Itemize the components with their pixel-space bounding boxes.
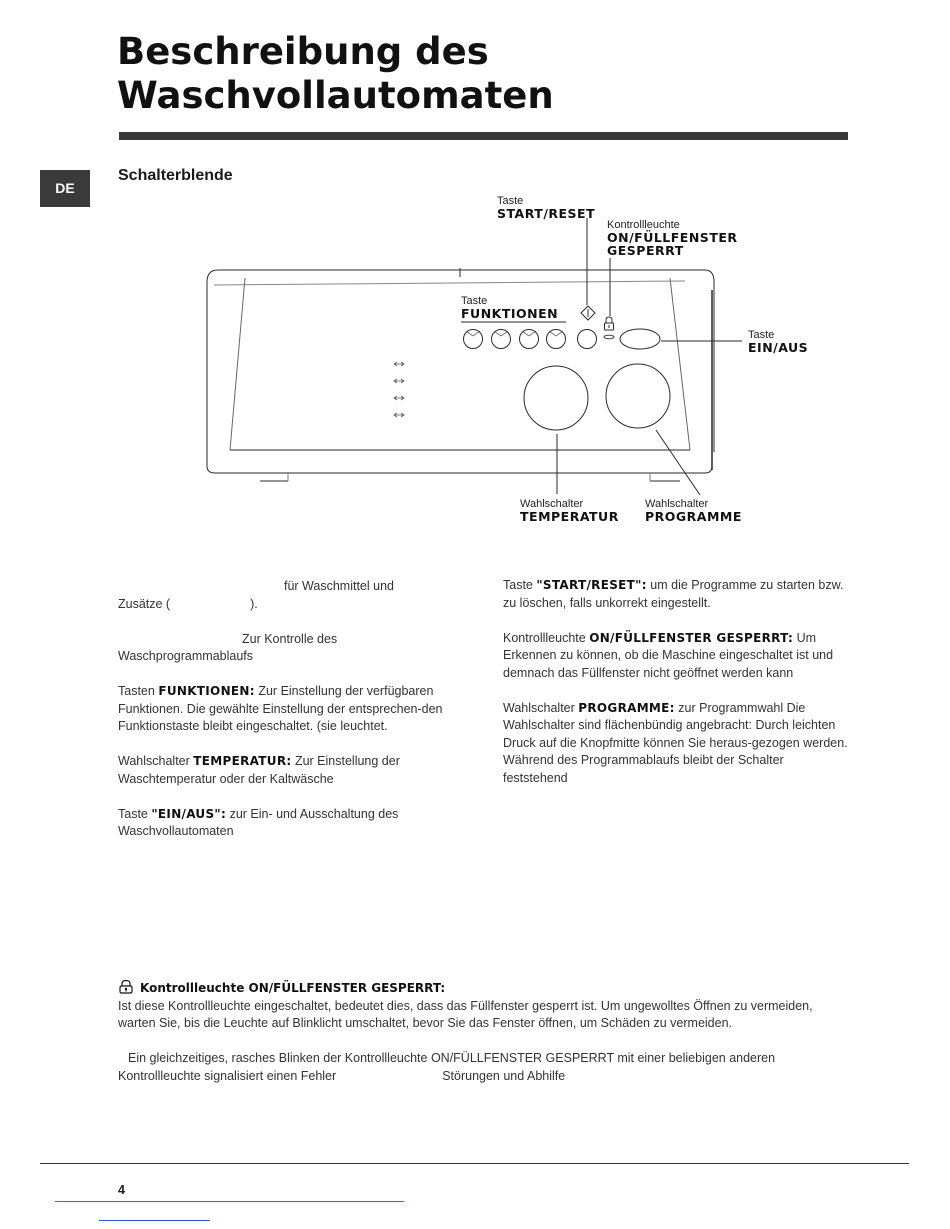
desc-start-reset: Taste "START/RESET": um die Programme zu starten bzw. zu löschen, falls unkorrekt eingestellt. xyxy=(503,578,844,610)
programme-knob[interactable] xyxy=(606,364,670,428)
start-reset-button[interactable] xyxy=(578,330,597,349)
leader-programme xyxy=(656,430,700,495)
language-tab: DE xyxy=(40,170,90,207)
lock-icon xyxy=(118,979,134,994)
callout-on-lock: Kontrollleuchte ON/FÜLLFENSTER GESPERRT xyxy=(607,219,738,258)
desc-temperatur: Wahlschalter TEMPERATUR: Zur Einstellung der Waschtemperatur oder der Kaltwäsche xyxy=(118,754,400,786)
function-button-1[interactable] xyxy=(464,330,483,349)
desc-programme: Wahlschalter PROGRAMME: zur Programmwahl Die Wahlschalter sind flächenbündig angebracht: Durch leichten Druck auf die Knopfmitte können Sie heraus-gezogen werden. Während des Programmablaufs bleibt der Schalter feststehend xyxy=(503,700,848,785)
lock-icon xyxy=(605,317,614,330)
callout-funktionen: Taste FUNKTIONEN xyxy=(461,295,559,321)
footer-divider xyxy=(40,1163,909,1164)
start-reset-icon xyxy=(581,306,595,320)
lock-indicator-light xyxy=(604,335,614,339)
on-off-button[interactable] xyxy=(620,329,660,349)
control-panel-diagram xyxy=(0,0,950,560)
desc-ein-aus: Taste "EIN/AUS": zur Ein- und Ausschaltung des Waschvollautomaten xyxy=(118,806,399,838)
callout-programme: Wahlschalter PROGRAMME xyxy=(645,498,742,524)
callout-start-reset: Taste START/RESET xyxy=(497,195,596,221)
description-left-column xyxy=(118,578,458,858)
blue-underline xyxy=(99,1220,210,1221)
note-paragraph-1: Ist diese Kontrollleuchte eingeschaltet, bedeutet dies, dass das Füllfenster gesperrt ist. Um ungewolltes Öffnen zu vermeiden, warten Sie, bis die Leuchte auf Blinklicht umschaltet, bevor Sie das Fenster öffnen, um Schäden zu vermeiden. xyxy=(118,998,813,1030)
note-heading: Kontrollleuchte ON/FÜLLFENSTER GESPERRT: xyxy=(118,979,848,998)
desc-on-lock: Kontrollleuchte ON/FÜLLFENSTER GESPERRT: Um Erkennen zu können, ob die Maschine eingeschaltet ist und demnach das Füllfenster nicht geöffnet werden kann xyxy=(503,630,834,680)
function-button-2[interactable] xyxy=(492,330,511,349)
desc-detergent: für Waschmittel und Zusätze ( ). xyxy=(118,579,394,611)
section-heading: Schalterblende xyxy=(118,167,233,184)
title-line-2: Waschvollautomaten xyxy=(117,74,554,117)
title-line-1: Beschreibung des xyxy=(117,30,489,73)
function-button-4[interactable] xyxy=(547,330,566,349)
red-underline xyxy=(55,1201,404,1202)
function-button-3[interactable] xyxy=(520,330,539,349)
callout-ein-aus: Taste EIN/AUS xyxy=(748,329,809,355)
lock-light-note xyxy=(118,979,848,1103)
desc-funktionen: Tasten FUNKTIONEN: Zur Einstellung der verfügbaren Funktionen. Die gewählte Einstellung der entsprechen-den Funktionstaste bleibt eingeschaltet. (sie leuchtet. xyxy=(118,684,443,733)
temperature-knob[interactable] xyxy=(524,366,588,430)
indicator-arrows xyxy=(394,362,404,417)
description-right-column xyxy=(503,577,848,805)
note-paragraph-2: Ein gleichzeitiges, rasches Blinken der Kontrollleuchte ON/FÜLLFENSTER GESPERRT mit einer beliebigen anderen Kontrollleuchte signalisiert einen Fehler Störungen und Abhilfe xyxy=(118,1051,776,1083)
desc-indicators: Zur Kontrolle des Waschprogrammablaufs xyxy=(118,631,338,663)
callout-temperatur: Wahlschalter TEMPERATUR xyxy=(520,498,619,524)
panel-outline-left xyxy=(207,270,218,448)
page-number: 4 xyxy=(118,1183,125,1197)
